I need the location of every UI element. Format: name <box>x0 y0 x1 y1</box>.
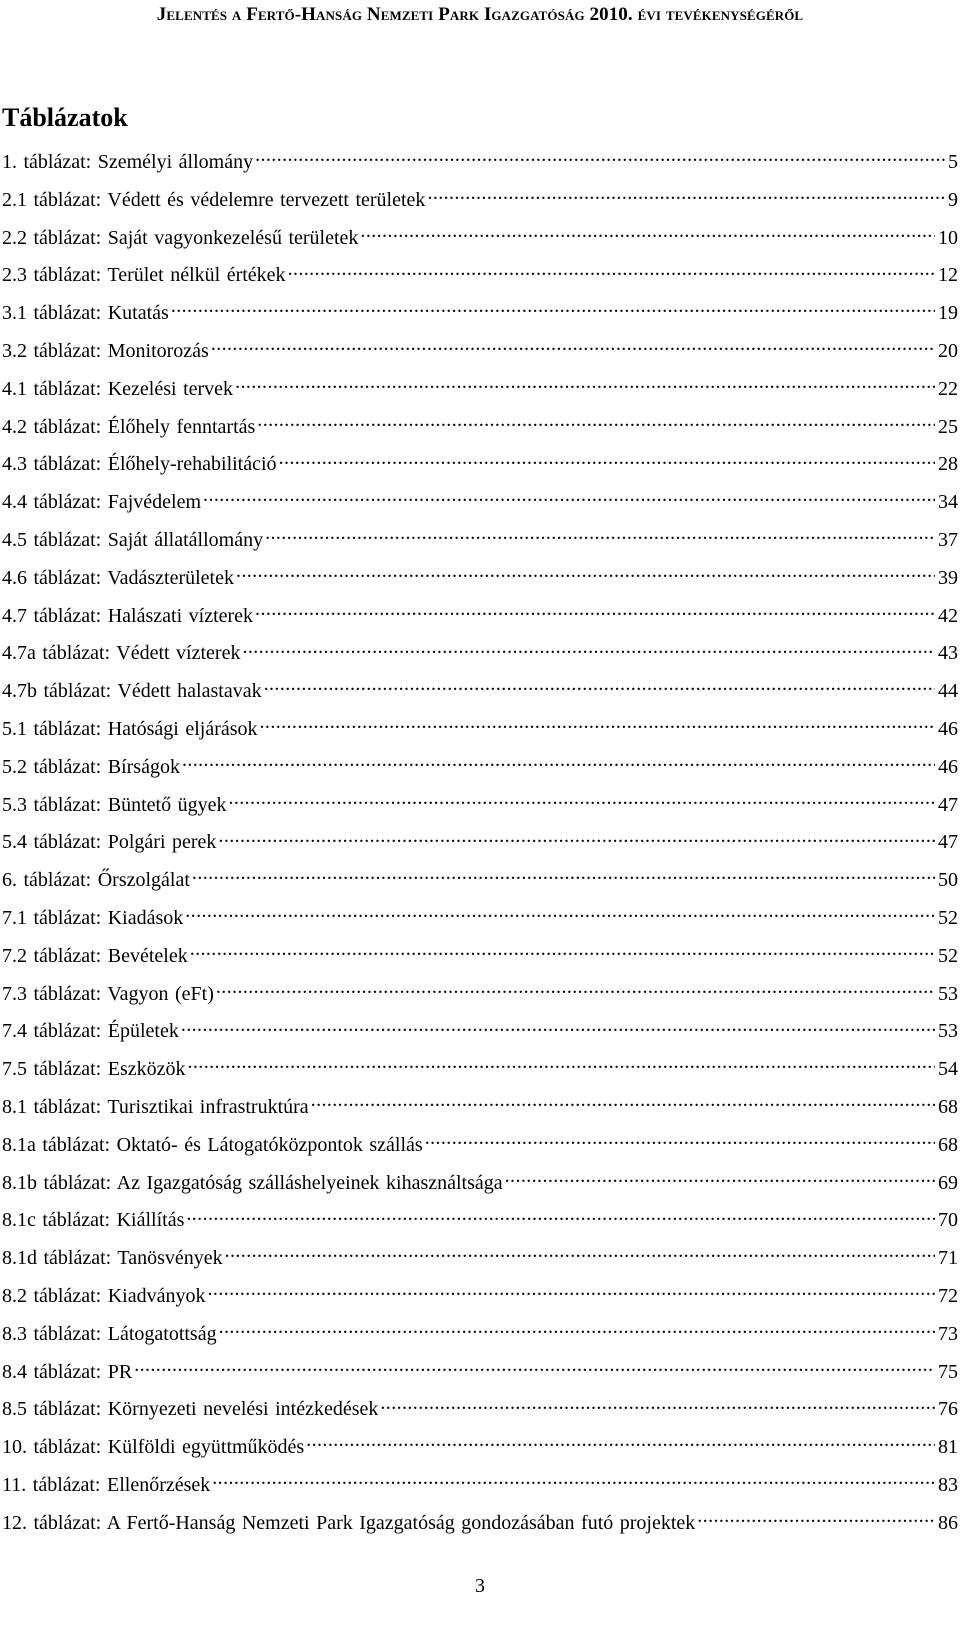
dot-leader <box>185 904 935 924</box>
toc-entry-label[interactable]: 8.1c táblázat: Kiállítás <box>2 1209 185 1232</box>
running-header: Jelentés a Fertő-Hanság Nemzeti Park Igazgatóság 2010. évi tevékenységéről <box>156 4 804 25</box>
dot-leader <box>192 866 935 886</box>
toc-entry-page-number[interactable]: 46 <box>938 717 958 740</box>
dot-leader <box>188 1055 936 1075</box>
toc-entry[interactable] <box>0 144 958 182</box>
dot-leader <box>211 337 935 357</box>
dot-leader <box>228 791 935 811</box>
dot-leader <box>260 715 935 735</box>
toc-entry[interactable] <box>0 1316 958 1354</box>
toc-entry-label[interactable]: 8.1a táblázat: Oktató- és Látogatóközpontok szállás <box>2 1133 423 1156</box>
toc-entry-label[interactable]: 8.3 táblázat: Látogatottság <box>2 1322 217 1345</box>
toc-entry-label[interactable]: 7.5 táblázat: Eszközök <box>2 1058 186 1081</box>
toc-entry-label[interactable]: 5.2 táblázat: Bírságok <box>2 755 180 778</box>
toc-entry[interactable] <box>0 1051 958 1089</box>
toc-entry-page-number[interactable]: 52 <box>938 944 958 967</box>
toc-entry-label[interactable]: 2.1 táblázat: Védett és védelemre tervezett területek <box>2 188 426 211</box>
toc-entry-page-number[interactable]: 72 <box>938 1284 958 1307</box>
dot-leader <box>235 375 935 395</box>
toc-entry-page-number[interactable]: 54 <box>938 1058 958 1081</box>
toc-entry[interactable] <box>0 1467 958 1505</box>
toc-entry-label[interactable]: 8.2 táblázat: Kiadványok <box>2 1284 206 1307</box>
toc-entry-page-number[interactable]: 43 <box>938 642 958 665</box>
toc-entry[interactable] <box>0 1278 958 1316</box>
dot-leader <box>236 564 935 584</box>
toc-entry-page-number[interactable]: 34 <box>938 491 958 514</box>
toc-entry-label[interactable]: 4.5 táblázat: Saját állatállomány <box>2 528 264 551</box>
dot-leader <box>306 1433 935 1453</box>
toc-entry-page-number[interactable]: 25 <box>938 415 958 438</box>
toc-entry[interactable] <box>0 711 958 749</box>
toc-entry-page-number[interactable]: 46 <box>938 755 958 778</box>
toc-entry[interactable] <box>0 333 958 371</box>
toc-entry-label[interactable]: 7.4 táblázat: Épületek <box>2 1020 179 1043</box>
toc-entry-label[interactable]: 10. táblázat: Külföldi együttműködés <box>2 1436 305 1459</box>
toc-entry[interactable] <box>0 824 958 862</box>
toc-entry[interactable] <box>0 182 958 220</box>
toc-entry-page-number[interactable]: 44 <box>938 680 958 703</box>
toc-entry[interactable] <box>0 749 958 787</box>
dot-leader <box>279 450 935 470</box>
toc-entry-page-number[interactable]: 20 <box>938 339 958 362</box>
toc-entry[interactable] <box>0 862 958 900</box>
toc-entry-page-number[interactable]: 28 <box>938 453 958 476</box>
dot-leader <box>255 602 935 622</box>
toc-entry[interactable] <box>0 1240 958 1278</box>
toc-entry[interactable] <box>0 938 958 976</box>
toc-entry-page-number[interactable]: 69 <box>938 1171 958 1194</box>
toc-entry-label[interactable]: 3.2 táblázat: Monitorozás <box>2 339 209 362</box>
toc-entry[interactable] <box>0 1127 958 1165</box>
toc-entry[interactable] <box>0 295 958 333</box>
toc-entry[interactable] <box>0 900 958 938</box>
dot-leader <box>264 677 935 697</box>
toc-entry-label[interactable]: 3.1 táblázat: Kutatás <box>2 302 169 325</box>
toc-entry[interactable] <box>0 1429 958 1467</box>
dot-leader <box>212 1471 935 1491</box>
toc-entry-label[interactable]: 4.7b táblázat: Védett halastavak <box>2 680 262 703</box>
toc-entry[interactable] <box>0 409 958 447</box>
toc-entry-page-number[interactable]: 76 <box>938 1398 958 1421</box>
toc-entry[interactable] <box>0 1089 958 1127</box>
dot-leader <box>311 1093 935 1113</box>
dot-leader <box>380 1395 935 1415</box>
toc-entry-page-number[interactable]: 53 <box>938 982 958 1005</box>
toc-list <box>0 144 958 1542</box>
toc-entry[interactable] <box>0 673 958 711</box>
dot-leader <box>186 1206 935 1226</box>
dot-leader <box>505 1169 935 1189</box>
toc-entry-page-number[interactable]: 68 <box>938 1095 958 1118</box>
toc-entry[interactable] <box>0 560 958 598</box>
dot-leader <box>427 186 945 206</box>
dot-leader <box>171 299 935 319</box>
toc-entry[interactable] <box>0 976 958 1014</box>
toc-entry-page-number[interactable]: 71 <box>938 1247 958 1270</box>
toc-entry-page-number[interactable]: 10 <box>938 226 958 249</box>
toc-entry-label[interactable]: 6. táblázat: Őrszolgálat <box>2 869 190 892</box>
toc-entry-page-number[interactable]: 22 <box>938 377 958 400</box>
toc-entry[interactable] <box>0 1354 958 1392</box>
dot-leader <box>181 1017 935 1037</box>
toc-entry[interactable] <box>0 220 958 258</box>
toc-entry-label[interactable]: 4.3 táblázat: Élőhely-rehabilitáció <box>2 453 277 476</box>
toc-entry-page-number[interactable]: 68 <box>938 1133 958 1156</box>
dot-leader <box>182 753 935 773</box>
toc-entry-label[interactable]: 4.7 táblázat: Halászati vízterek <box>2 604 254 627</box>
toc-entry-page-number[interactable]: 75 <box>938 1360 958 1383</box>
toc-entry-page-number[interactable]: 19 <box>938 302 958 325</box>
toc-entry-page-number[interactable]: 42 <box>938 604 958 627</box>
toc-entry[interactable] <box>0 371 958 409</box>
toc-entry-label[interactable]: 4.6 táblázat: Vadászterületek <box>2 566 234 589</box>
dot-leader <box>203 488 935 508</box>
toc-entry-label[interactable]: 8.1b táblázat: Az Igazgatóság szálláshelyeinek kihasználtsága <box>2 1171 503 1194</box>
toc-entry[interactable] <box>0 635 958 673</box>
dot-leader <box>360 224 935 244</box>
toc-entry-page-number[interactable]: 47 <box>938 793 958 816</box>
toc-entry-label[interactable]: 8.1d táblázat: Tanösvények <box>2 1247 223 1270</box>
toc-entry[interactable] <box>0 1505 958 1543</box>
toc-entry[interactable] <box>0 1013 958 1051</box>
toc-entry-label[interactable]: 7.3 táblázat: Vagyon (eFt) <box>2 982 214 1005</box>
toc-entry-label[interactable]: 4.4 táblázat: Fajvédelem <box>2 491 202 514</box>
dot-leader <box>265 526 935 546</box>
toc-title: Táblázatok <box>2 103 128 132</box>
toc-entry-page-number[interactable]: 86 <box>938 1511 958 1534</box>
toc-entry-label[interactable]: 5.3 táblázat: Büntető ügyek <box>2 793 227 816</box>
dot-leader <box>255 148 945 168</box>
toc-entry-page-number[interactable]: 12 <box>938 264 958 287</box>
toc-entry-page-number[interactable]: 53 <box>938 1020 958 1043</box>
toc-entry-label[interactable]: 7.1 táblázat: Kiadások <box>2 906 184 929</box>
dot-leader <box>257 413 935 433</box>
toc-entry-label[interactable]: 8.4 táblázat: PR <box>2 1360 133 1383</box>
toc-entry-page-number[interactable]: 39 <box>938 566 958 589</box>
toc-entry-label[interactable]: 8.5 táblázat: Környezeti nevelési intézkedések <box>2 1398 379 1421</box>
toc-entry-label[interactable]: 5.1 táblázat: Hatósági eljárások <box>2 717 258 740</box>
dot-leader <box>219 1320 935 1340</box>
toc-entry-page-number[interactable]: 70 <box>938 1209 958 1232</box>
toc-entry-page-number[interactable]: 83 <box>938 1473 958 1496</box>
toc-entry-label[interactable]: 4.1 táblázat: Kezelési tervek <box>2 377 234 400</box>
toc-entry-label[interactable]: 12. táblázat: A Fertő-Hanság Nemzeti Park Igazgatóság gondozásában futó projektek <box>2 1511 696 1534</box>
page-number: 3 <box>475 1575 485 1597</box>
dot-leader <box>218 828 935 848</box>
toc-entry[interactable] <box>0 1165 958 1203</box>
toc-entry-label[interactable]: 2.3 táblázat: Terület nélkül értékek <box>2 264 286 287</box>
toc-entry-page-number[interactable]: 81 <box>938 1436 958 1459</box>
toc-entry[interactable] <box>0 1391 958 1429</box>
toc-entry[interactable] <box>0 787 958 825</box>
toc-entry[interactable] <box>0 446 958 484</box>
toc-entry-page-number[interactable]: 52 <box>938 906 958 929</box>
dot-leader <box>425 1131 935 1151</box>
toc-entry[interactable] <box>0 257 958 295</box>
dot-leader <box>242 639 935 659</box>
toc-entry[interactable] <box>0 598 958 636</box>
dot-leader <box>134 1358 935 1378</box>
toc-entry-label[interactable]: 11. táblázat: Ellenőrzések <box>2 1473 211 1496</box>
dot-leader <box>208 1282 936 1302</box>
toc-entry[interactable] <box>0 1202 958 1240</box>
toc-entry-page-number[interactable]: 50 <box>938 869 958 892</box>
toc-entry-label[interactable]: 7.2 táblázat: Bevételek <box>2 944 188 967</box>
toc-entry-page-number[interactable]: 47 <box>938 831 958 854</box>
toc-entry[interactable] <box>0 484 958 522</box>
dot-leader <box>190 942 935 962</box>
toc-entry-page-number[interactable]: 5 <box>948 151 958 173</box>
toc-entry-page-number[interactable]: 73 <box>938 1322 958 1345</box>
toc-entry-label[interactable]: 4.7a táblázat: Védett vízterek <box>2 642 241 665</box>
toc-entry-label[interactable]: 4.2 táblázat: Élőhely fenntartás <box>2 415 256 438</box>
toc-entry[interactable] <box>0 522 958 560</box>
toc-entry-label[interactable]: 2.2 táblázat: Saját vagyonkezelésű területek <box>2 226 359 249</box>
dot-leader <box>288 261 935 281</box>
toc-entry-page-number[interactable]: 37 <box>938 528 958 551</box>
toc-entry-label[interactable]: 8.1 táblázat: Turisztikai infrastruktúra <box>2 1095 309 1118</box>
toc-entry-label[interactable]: 5.4 táblázat: Polgári perek <box>2 831 217 854</box>
dot-leader <box>697 1509 935 1529</box>
toc-entry-page-number[interactable]: 9 <box>948 188 958 211</box>
dot-leader <box>216 980 935 1000</box>
dot-leader <box>225 1244 935 1264</box>
toc-entry-label[interactable]: 1. táblázat: Személyi állomány <box>2 151 254 173</box>
